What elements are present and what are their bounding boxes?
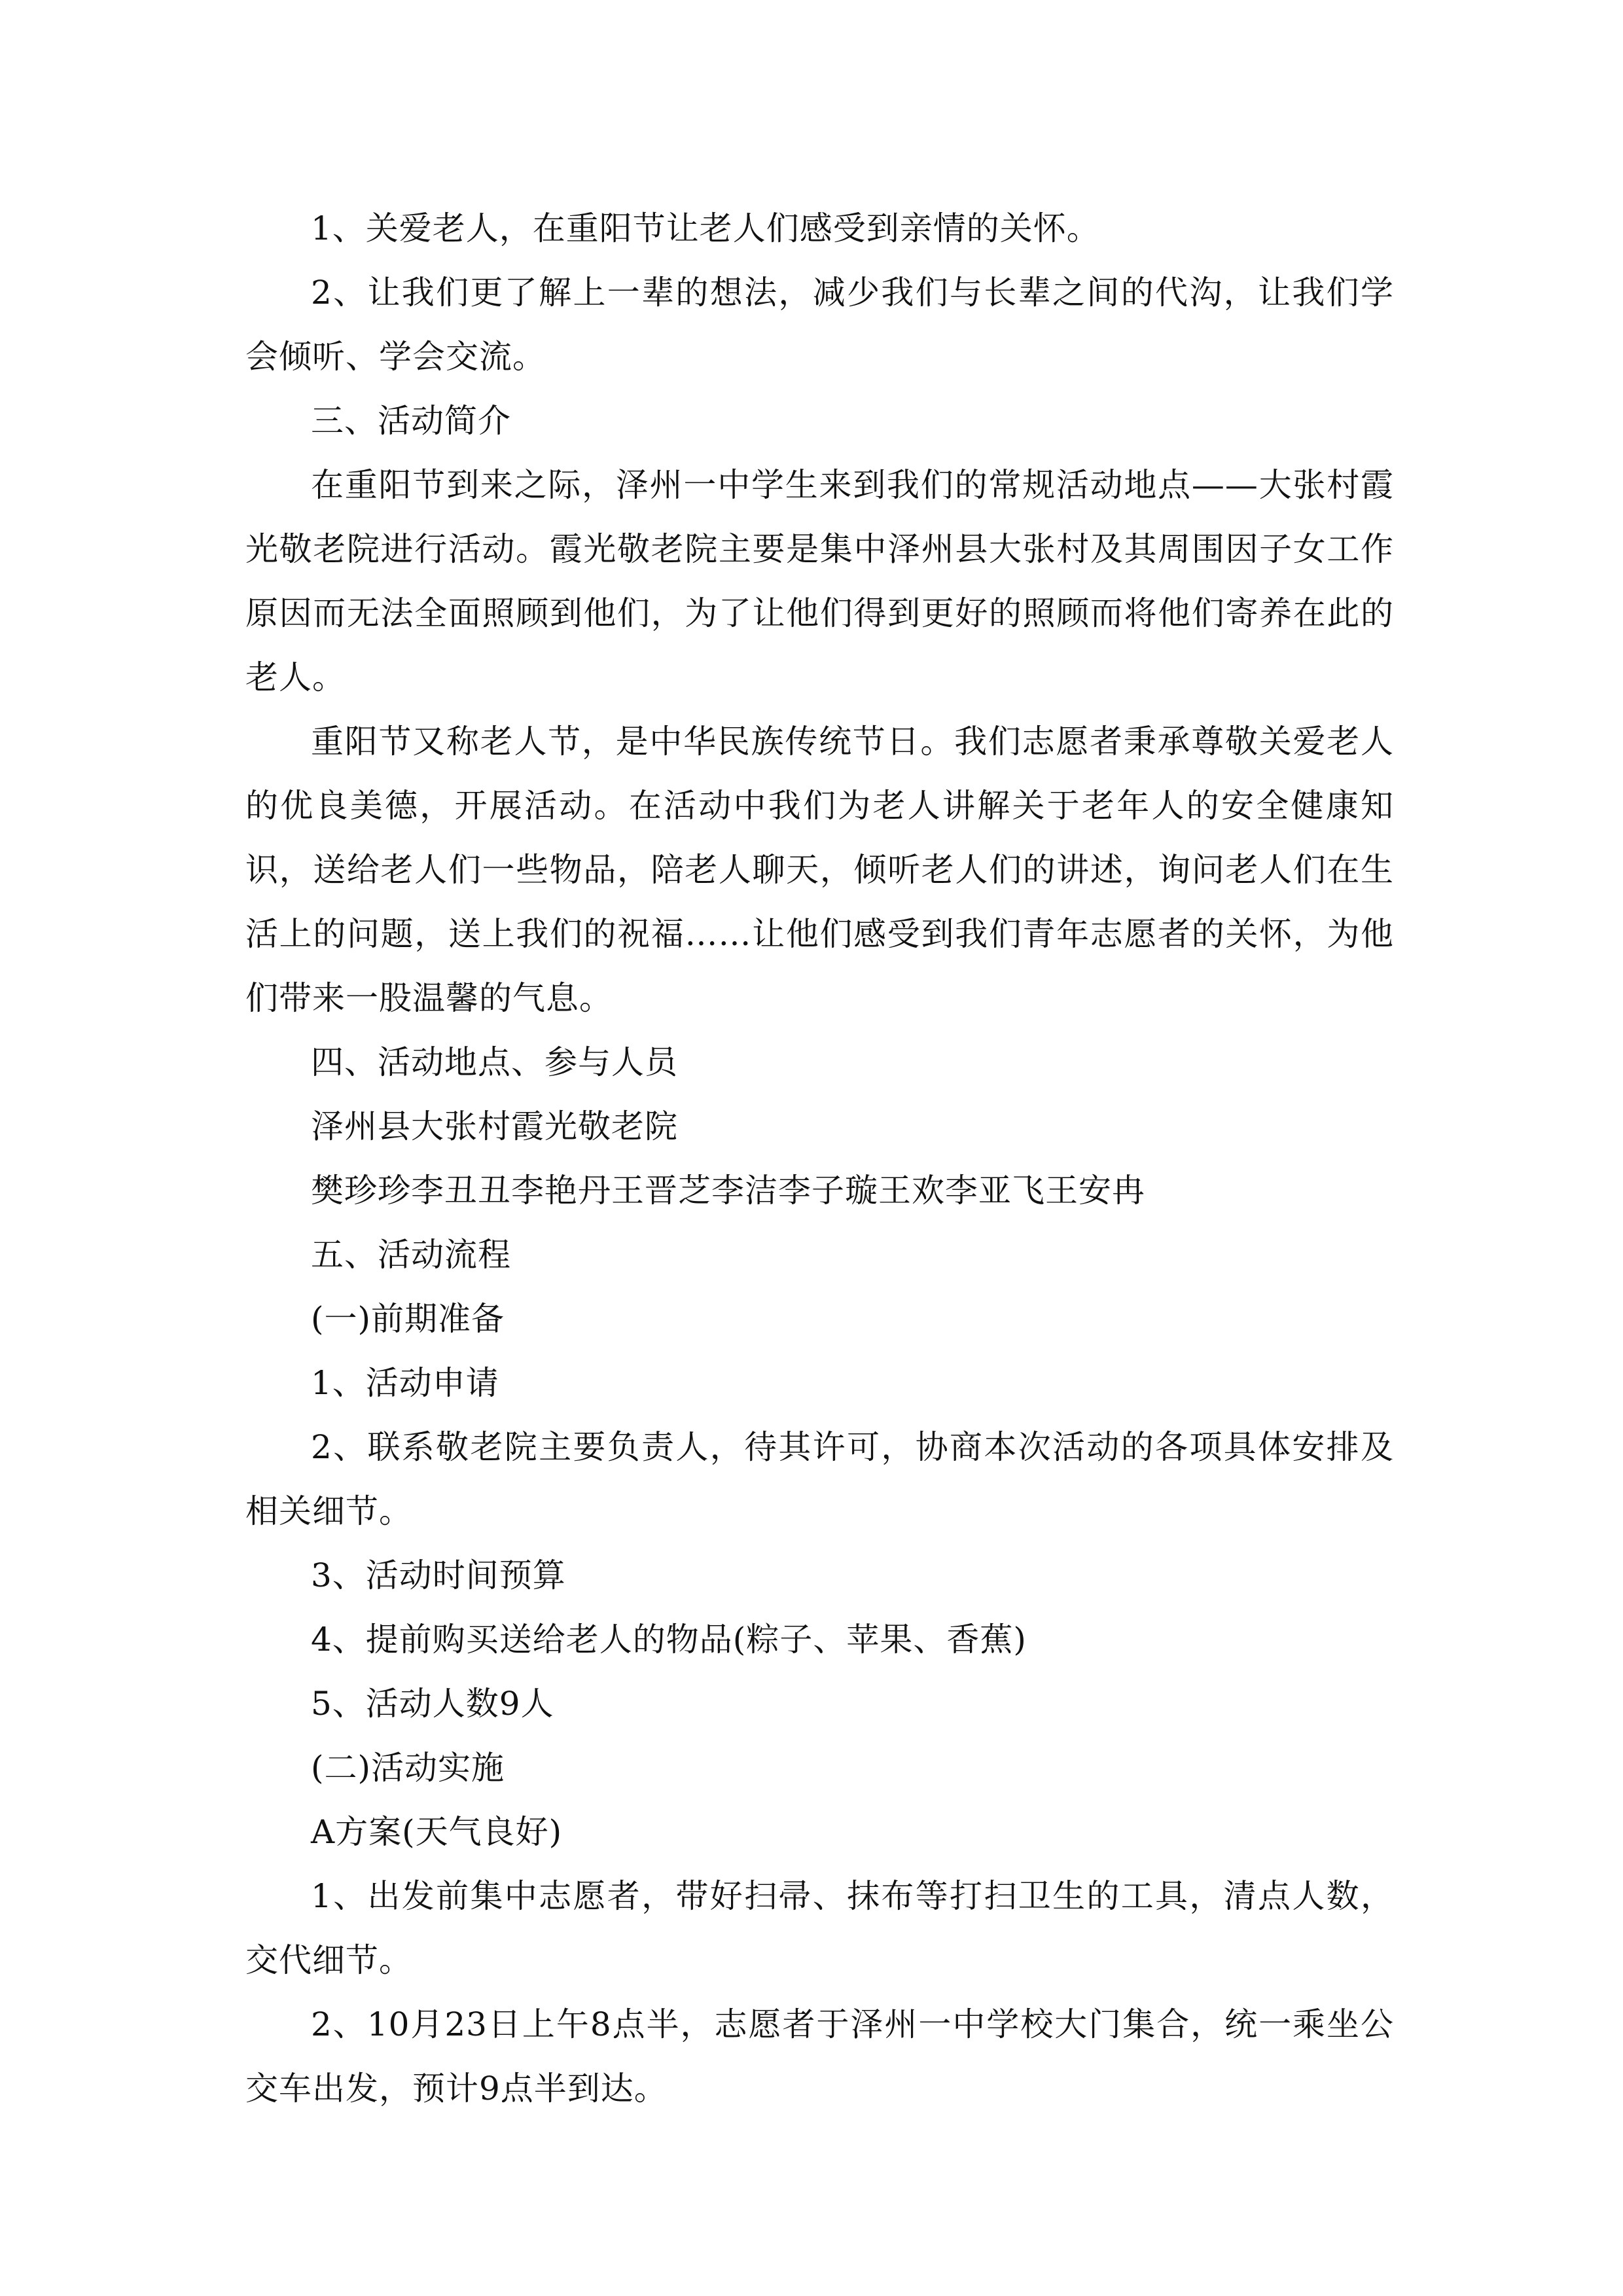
- heading-activity-process: 五、活动流程: [311, 1236, 511, 1274]
- heading-location-participants: 四、活动地点、参与人员: [311, 1043, 678, 1081]
- subheading-plan-a: A方案(天气良好): [311, 1813, 563, 1851]
- list-item-prep-1: 1、活动申请: [311, 1364, 499, 1402]
- paragraph-location: 泽州县大张村霞光敬老院: [311, 1107, 678, 1145]
- list-item-prep-4: 4、提前购买送给老人的物品(粽子、苹果、香蕉): [311, 1621, 1027, 1659]
- paragraph-goal-1: 1、关爱老人，在重阳节让老人们感受到亲情的关怀。: [311, 209, 1100, 247]
- list-item-prep-2: 2、联系敬老院主要负责人，待其许可，协商本次活动的各项具体安排及相关细节。: [245, 1428, 1394, 1530]
- heading-activity-intro: 三、活动简介: [311, 402, 511, 440]
- list-item-prep-5: 5、活动人数9人: [311, 1685, 554, 1723]
- list-item-plan-a-2: 2、10月23日上午8点半，志愿者于泽州一中学校大门集合，统一乘坐公交车出发，预计9点半到达。: [245, 2005, 1394, 2108]
- paragraph-goal-2: 2、让我们更了解上一辈的想法，减少我们与长辈之间的代沟，让我们学会倾听、学会交流。: [245, 274, 1394, 376]
- list-item-plan-a-1: 1、出发前集中志愿者，带好扫帚、抹布等打扫卫生的工具，清点人数，交代细节。: [245, 1877, 1394, 1979]
- list-item-prep-3: 3、活动时间预算: [311, 1556, 566, 1594]
- paragraph-participants: 樊珍珍李丑丑李艳丹王晋芝李洁李子璇王欢李亚飞王安冉: [311, 1172, 1145, 1210]
- subheading-preparation: (一)前期准备: [311, 1300, 505, 1338]
- paragraph-intro-1: 在重阳节到来之际，泽州一中学生来到我们的常规活动地点——大张村霞光敬老院进行活动。霞光敬老院主要是集中泽州县大张村及其周围因子女工作原因而无法全面照顾到他们，为了让他们得到更好的照顾而将他们寄养在此的老人。: [245, 466, 1394, 696]
- subheading-implementation: (二)活动实施: [311, 1749, 505, 1787]
- paragraph-intro-2: 重阳节又称老人节，是中华民族传统节日。我们志愿者秉承尊敬关爱老人的优良美德，开展活动。在活动中我们为老人讲解关于老年人的安全健康知识，送给老人们一些物品，陪老人聊天，倾听老人们的讲述，询问老人们在生活上的问题，送上我们的祝福……让他们感受到我们青年志愿者的关怀，为他们带来一股温馨的气息。: [245, 723, 1394, 1017]
- document-page: [245, 196, 1394, 2121]
